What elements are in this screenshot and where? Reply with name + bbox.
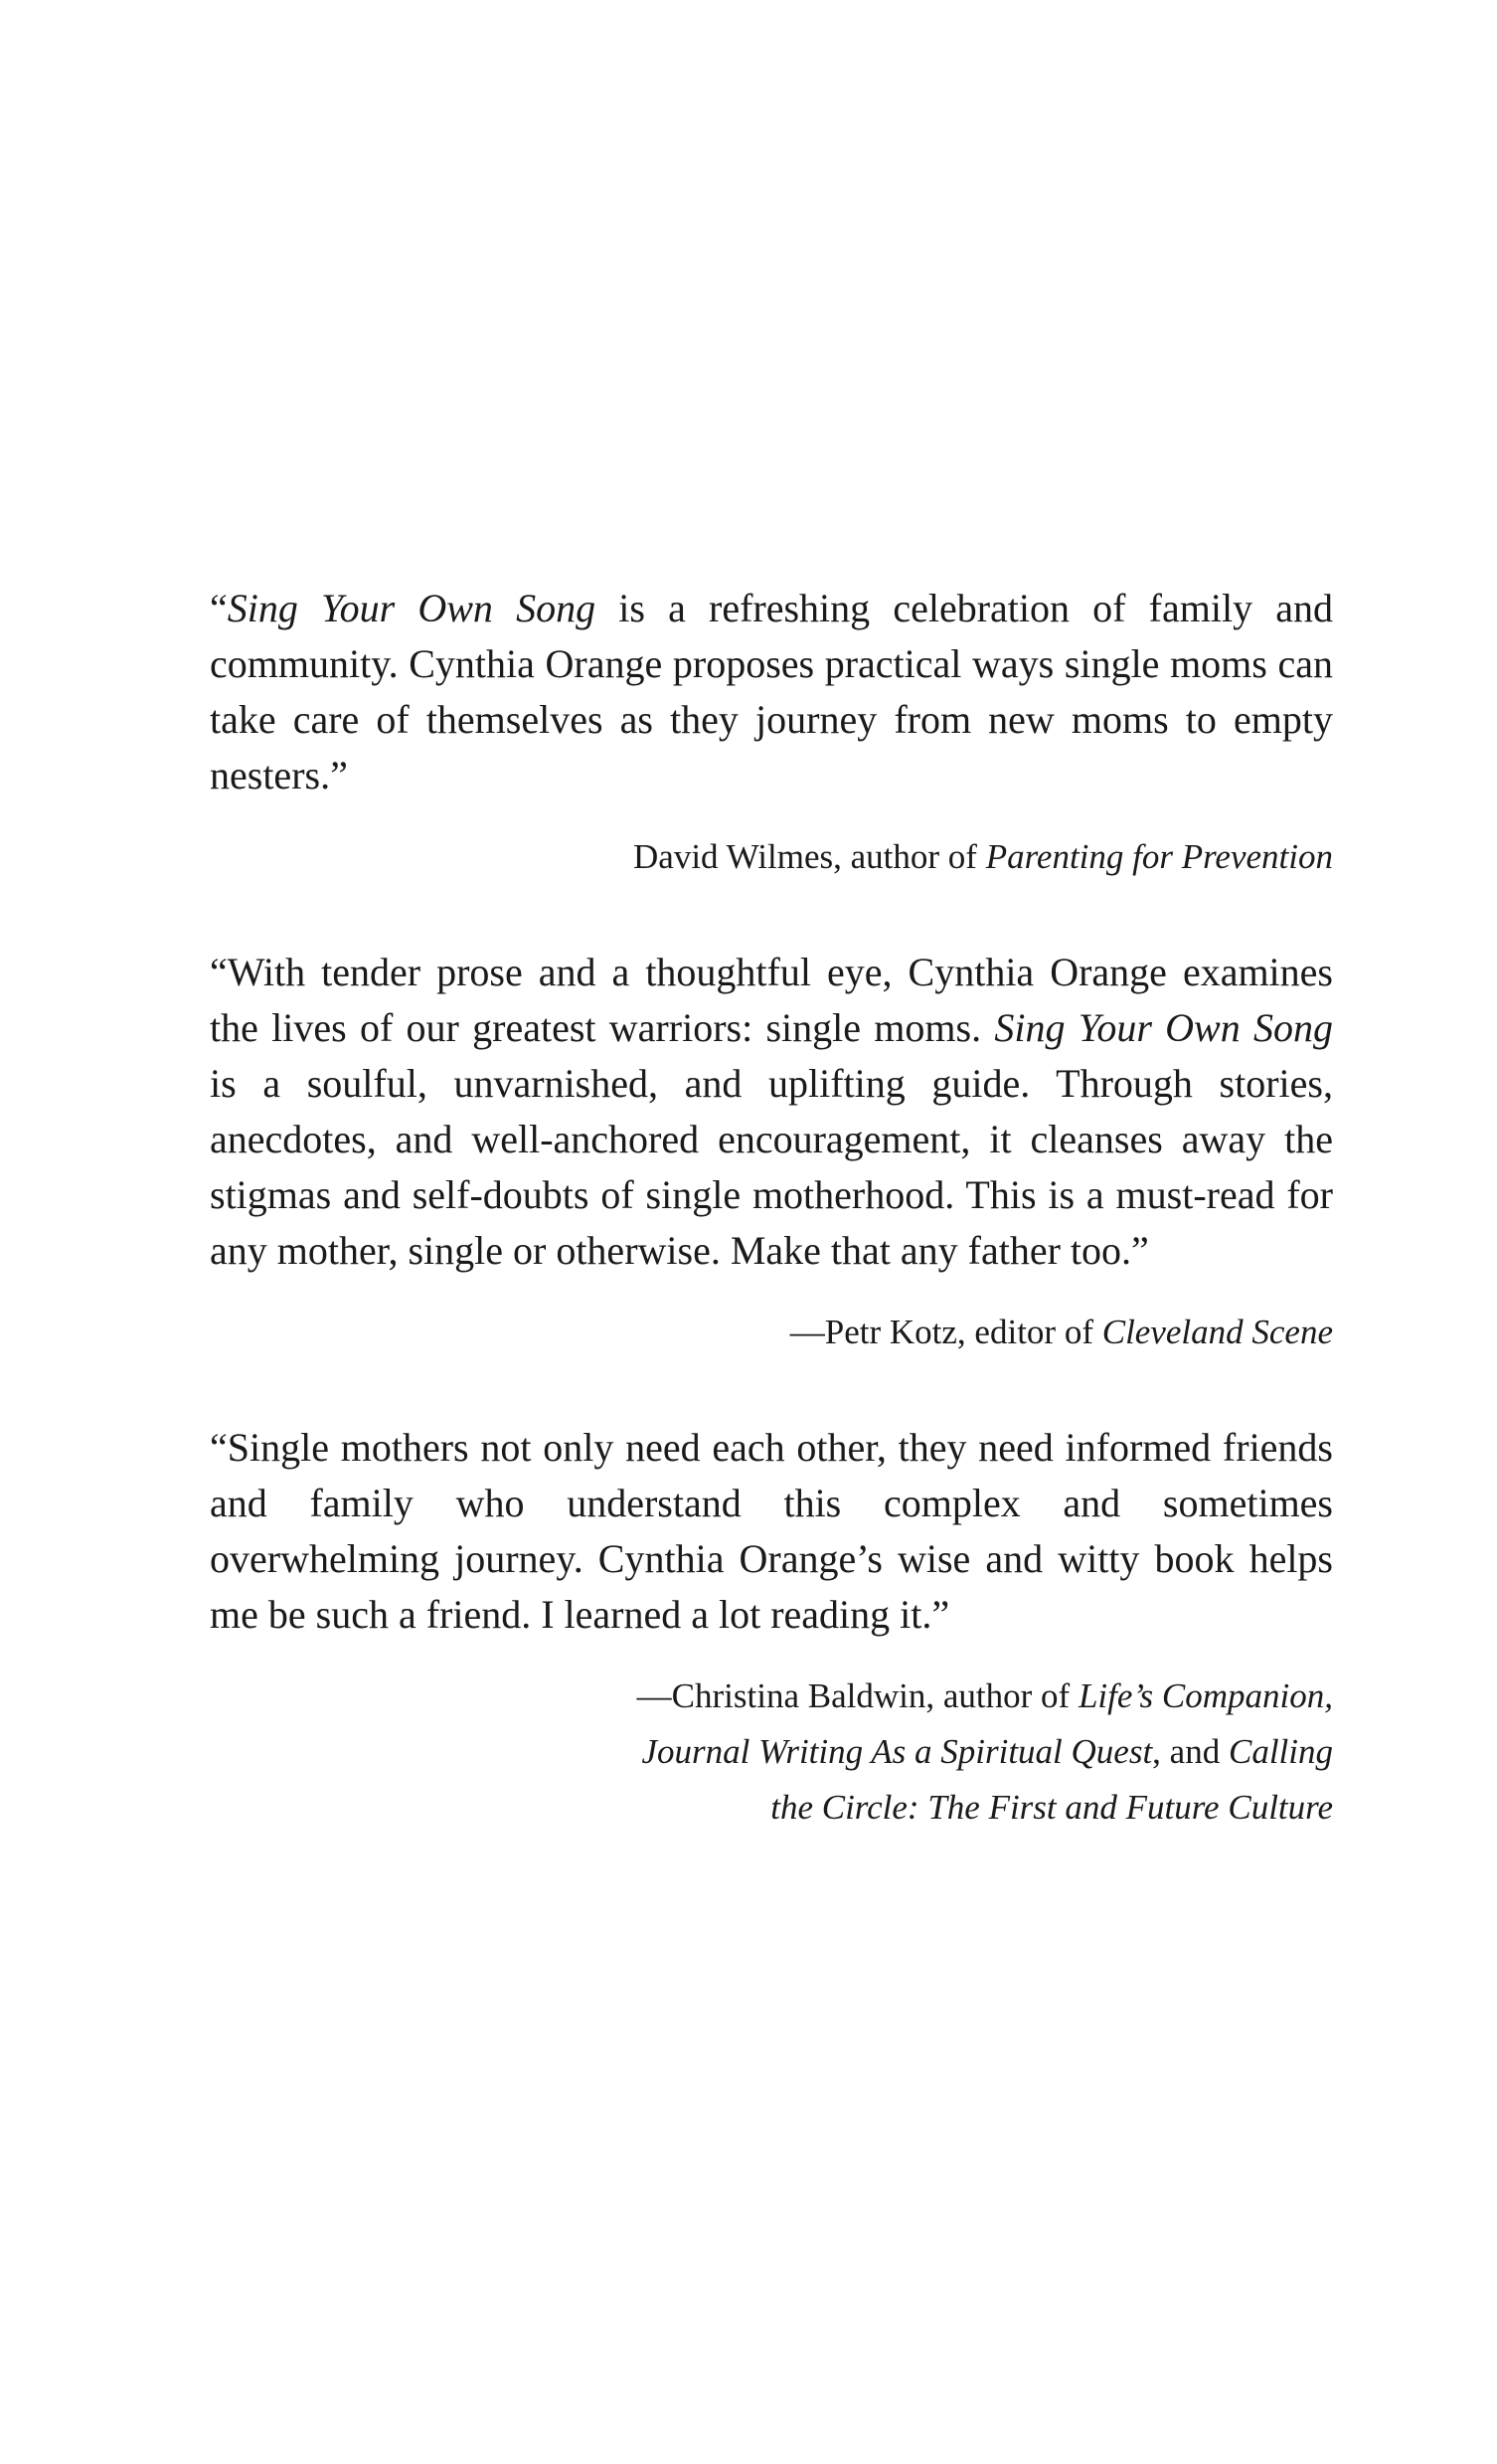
quote-text: “With tender prose and a thoughtful eye, Cynthia Orange examines the lives of our greatest warriors: single moms. — [210, 950, 1333, 1050]
testimonial-quote — [210, 945, 1333, 1279]
testimonial-attribution — [210, 1669, 1333, 1836]
quote-text: is a refreshing celebration of family and community. Cynthia Orange proposes practical ways single moms can take care of themselves as they journey from new moms to empty nesters.” — [210, 586, 1333, 797]
attribution-work: Cleveland Scene — [1101, 1313, 1333, 1351]
quote-text: “Single mothers not only need each other, they need informed friends and family who understand this complex and sometimes overwhelming journey. Cynthia Orange’s wise and witty book helps me be such a friend. I learned a lot reading it.” — [210, 1425, 1333, 1637]
attribution-line — [210, 1780, 1333, 1836]
attribution-line — [210, 829, 1333, 885]
testimonial-attribution — [210, 1305, 1333, 1360]
testimonial-wilmes — [210, 581, 1333, 885]
attribution-line — [210, 1305, 1333, 1360]
testimonial-attribution — [210, 829, 1333, 885]
attribution-work: Calling — [1228, 1732, 1333, 1771]
attribution-work: Journal Writing As a Spiritual Quest — [641, 1732, 1153, 1771]
attribution-connector: , and — [1152, 1732, 1229, 1771]
testimonial-quote — [210, 1420, 1333, 1643]
quote-text: is a soulful, unvarnished, and uplifting guide. Through stories, anecdotes, and well-anchored encouragement, it cleanses away the stigmas and self-doubts of single motherhood. This is a must-read for any mother, single or otherwise. Make that any father too.” — [210, 1061, 1333, 1273]
attribution-work: the Circle: The First and Future Culture — [770, 1788, 1333, 1827]
testimonial-baldwin — [210, 1420, 1333, 1836]
book-title: Sing Your Own Song — [227, 586, 596, 630]
attribution-author: —Christina Baldwin, author of — [636, 1676, 1079, 1715]
testimonial-kotz — [210, 945, 1333, 1360]
attribution-author: David Wilmes, author of — [633, 837, 986, 876]
attribution-line — [210, 1669, 1333, 1724]
testimonial-quote — [210, 581, 1333, 803]
quote-open: “ — [210, 586, 228, 630]
endorsements — [210, 581, 1333, 1836]
attribution-line — [210, 1724, 1333, 1780]
attribution-work: Life’s Companion, — [1078, 1676, 1333, 1715]
attribution-work: Parenting for Prevention — [985, 837, 1333, 876]
attribution-author: —Petr Kotz, editor of — [789, 1313, 1102, 1351]
book-title: Sing Your Own Song — [994, 1005, 1333, 1050]
